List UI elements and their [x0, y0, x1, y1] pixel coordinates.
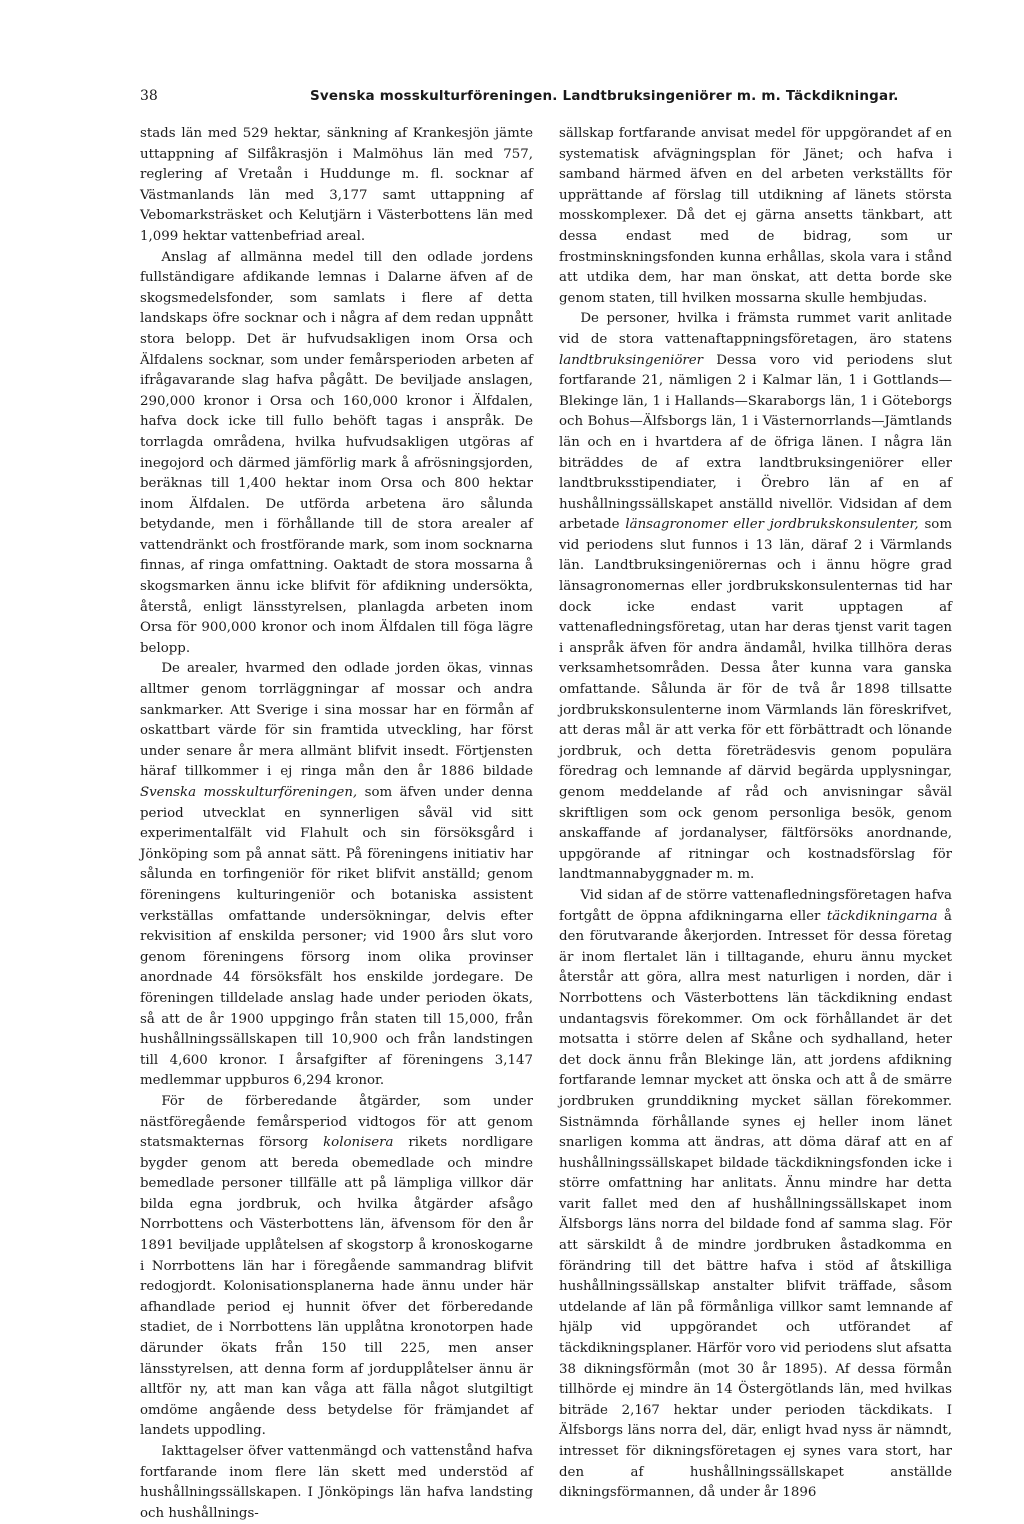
- page-number: 38: [140, 88, 158, 104]
- italic-term: landtbruksingeniörer: [559, 352, 704, 368]
- text-run: Dessa voro vid periodens slut fortfarande 21, nämligen 2 i Kalmar län, 1 i Gottlands—Blekinge län, 1 i Hallands—Skaraborgs län, 1 i Göteborgs och Bohus—Älfsborgs län, 1 i Västernorrlands—Jämtlands län och en i hvartdera af de öfriga länen. I några län biträddes de af extra landtbruksingeniörer eller landtbruksstipendiater, i Örebro län af en af hushållningssällskapet anställd nivellör. Vidsidan af dem arbetade: [559, 352, 952, 533]
- text-run: För de förberedande åtgärder, som under nästföregående femårsperiod vidtogos för att genom statsmakternas försorg: [140, 1093, 533, 1151]
- paragraph: Iakttagelser öfver vattenmängd och vattenstånd hafva fortfarande inom flere län skett med understöd af hushållningssällskapen. I Jönköpings län hafva landsting och hushållnings-: [140, 1444, 533, 1521]
- paragraph: [559, 309, 952, 886]
- text-run: som vid periodens slut funnos i 13 län, däraf 2 i Värmlands län. Landtbruksingeniörernas och i ännu högre grad länsagronomernas eller jordbrukskonsulenternas tid har dock icke endast varit upptagen af vattenafledningsföretag, utan har deras tjenst varit tagen i anspråk äfven för andra ändamål, hvilka tillhöra deras verksamhetsområden. Dessa åter kunna vara ganska omfattande. Sålunda är för de två år 1898 tillsatte jordbrukskonsulenterne inom Värmlands län föreskrifvet, att deras mål är att verka för ett förbättradt och lönande jordbruk, och detta företrädesvis genom populära föredrag och lemnande af därvid begärda upplysningar, genom meddelande af råd och anvisningar såväl skriftligen som ock genom personliga besök, genom anskaffande af jordanalyser, fältförsöks anordnande, uppgörande af ritningar och kostnadsförslag för landtmannabyggnader m. m.: [559, 517, 952, 883]
- paragraph: stads län med 529 hektar, sänkning af Krankesjön jämte uttappning af Silfåkrasjön i Malmöhus län med 757, reglering af Vretaån i Huddunge m. fl. socknar af Västmanlands län med 3,177 samt uttappning af Vebomarksträsket och Kelutjärn i Västerbottens län med 1,099 hektar vattenbefriad areal.: [140, 126, 533, 244]
- paragraph: Anslag af allmänna medel till den odlade jordens fullständigare afdikande lemnas i Dalarne äfven af de skogsmedelsfonder, som samlats i flere af detta landskaps öfre socknar och i några af dem redan uppnått stora belopp. Det är hufvudsakligen inom Orsa och Älfdalens socknar, som under femårsperioden arbeten af ifrågavarande slag hafva pågått. De beviljade anslagen, 290,000 kronor i Orsa och 160,000 kronor i Älfdalen, hafva dock icke till fullo behöft tagas i anspråk. De torrlagda områdena, hvilka hufvudsakligen utgöras af inegojord och därmed jämförlig mark å afrösningsjorden, beräknas till 1,400 hektar inom Orsa och 800 hektar inom Älfdalen. De utförda arbetena äro sålunda betydande, men i förhållande till de stora arealer af vattendränkt och frostförande mark, som inom socknarna finnas, af ringa omfattning. Oaktadt de stora mossarna å skogsmarken ännu icke blifvit för afdikning undersökta, återstå, enligt länsstyrelsen, planlagda arbeten inom Orsa för 900,000 kronor och inom Älfdalen till föga lägre belopp.: [140, 249, 533, 656]
- text-run: De arealer, hvarmed den odlade jorden ökas, vinnas alltmer genom torrläggningar af mossar och andra sankmarker. Att Sverige i sina mossar har en förmån af oskattbart värde för sin framtida utveckling, har först under senare år mera allmänt blifvit insedt. Förtjensten häraf tillkommer i ej ringa mån den år 1886 bildade: [140, 661, 533, 780]
- italic-term: täckdikningarna: [826, 908, 938, 924]
- left-column: [140, 124, 533, 1524]
- text-run: å den förutvarande åkerjorden. Intresset för dessa företag är inom flertalet län i tilltagande, ehuru ännu mycket återstår att göra, allra mest naturligen i norden, där i Norrbottens och Västerbottens län täckdikning endast undantagsvis förekommer. Om ock förhållandet är det motsatta i större delen af Skåne och sydhalland, heter det dock ännu från Blekinge län, att jordens afdikning fortfarande lemnar mycket att önska och att å de smärre jordbruken grunddikning mycket sällan förekommer. Sistnämnda förhållande synes ej heller inom länet snarligen komma att ändras, att döma däraf att en af hushållningssällskapet bildade täckdikningsfonden icke i större omfattning har anlitats. Ännu mindre har detta varit fallet med den af hushållningssällskapet inom Älfsborgs läns norra del bildade fond af samma slag. För att särskildt å de mindre jordbruken åstadkomma en förändring till det bättre hafva i stöd af åtskilliga hushållningssällskap anstalter blifvit träffade, såsom utdelande af län på förmånliga villkor samt lemnande af hjälp vid uppgörandet och utförandet af täckdikningsplaner. Härför voro vid periodens slut afsatta 38 dikningsförmån (mot 30 år 1895). Af dessa förmån tillhörde ej mindre än 14 Östergötlands län, med hvilkas biträde 2,167 hektar under perioden täckdikats. I Älfsborgs läns norra del, där, enligt hvad nyss är nämndt, intresset för dikningsföretagen ej synes vara stort, har den af hushållningssällskapet anställde dikningsförmannen, då under år 1896: [559, 908, 952, 1501]
- text-run: som äfven under denna period utvecklat en synnerligen såväl vid sitt experimentalfält vid Flahult och sin försöksgård i Jönköping som på annat sätt. På föreningens initiativ har sålunda en torfingeniör för riket blifvit anställd; genom föreningens kulturingeniör och botaniska assistent verkställas omfattande undersökningar, delvis efter rekvisition af enskilda personer; vid 1900 års slut voro genom föreningens försorg inom olika provinser anordnade 44 försöksfält hos enskilde jordegare. De föreningen tilldelade anslag hade under perioden ökats, så att de år 1900 uppgingo från staten till 15,000, från hushållningssällskapen till 10,900 och från landstingen till 4,600 kronor. I årsafgifter af föreningens 3,147 medlemmar uppburos 6,294 kronor.: [140, 785, 533, 1089]
- right-column: [559, 124, 952, 1504]
- running-head: Svenska mosskulturföreningen. Landtbruksingeniörer m. m. Täckdikningar.: [310, 88, 899, 104]
- italic-term: kolonisera: [323, 1135, 394, 1151]
- text-run: rikets nordligare bygder genom att bereda obemedlade och mindre bemedlade personer tillfälle att på lämpliga villkor där bilda egna jordbruk, och hvilka åtgärder afsågo Norrbottens och Västerbottens län, äfvensom för den år 1891 beviljade upplåtelsen af skogstorp å kronoskogarne i Norrbottens län har i föregående sammandrag blifvit redogjordt. Kolonisationsplanerna hade ännu under här afhandlade period ej hunnit öfver det förberedande stadiet, de i Norrbottens län upplåtna kronotorpen hade därunder ökats från 150 till 225, men anser länsstyrelsen, att denna form af jordupplåtelser ännu är alltför ny, att man kan våga att fälla något slutgiltigt omdöme angående dess betydelse för främjandet af landets uppodling.: [140, 1135, 533, 1439]
- italic-term: Svenska mosskulturföreningen,: [140, 785, 358, 800]
- paragraph: [140, 659, 533, 1091]
- text-run: Vid sidan af de större vattenafledningsföretagen hafva fortgått de öppna afdikningarna eller: [559, 887, 952, 924]
- paragraph: [559, 886, 952, 1504]
- paragraph: [140, 1092, 533, 1442]
- italic-term: länsagronomer eller jordbrukskonsulenter,: [625, 517, 919, 533]
- page-header: [140, 88, 912, 110]
- paragraph: sällskap fortfarande anvisat medel för uppgörandet af en systematisk afvägningsplan för Jänet; och hafva i samband härmed äfven en del arbeten verkställts för upprättande af förslag till utdikning af länets största mosskomplexer. Då det ej gärna ansetts tänkbart, att dessa endast med de bidrag, som ur frostminskningsfonden kunna erhållas, skola vara i stånd att utdika dem, har man önskat, att detta borde ske genom staten, till hvilken mossarna skulle hembjudas.: [559, 126, 952, 306]
- text-run: De personer, hvilka i främsta rummet varit anlitade vid de stora vattenaftappningsföretagen, äro statens: [559, 311, 952, 347]
